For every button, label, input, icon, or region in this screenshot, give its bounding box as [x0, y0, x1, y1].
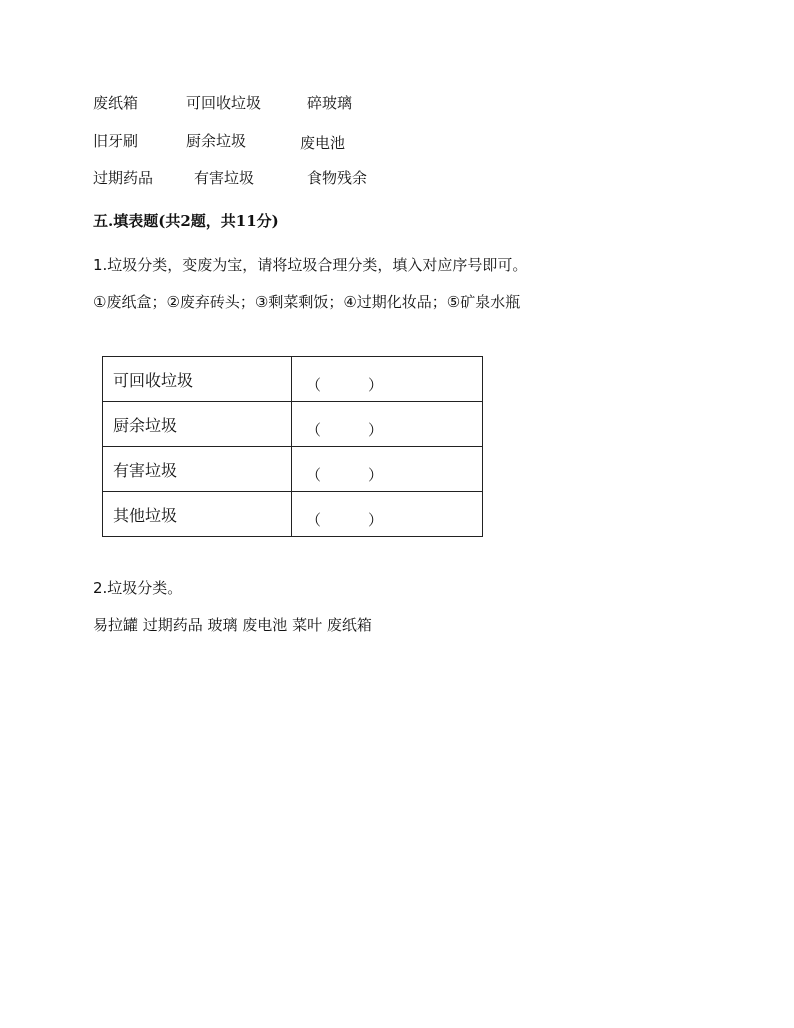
word-item: 碎玻璃 [307, 94, 353, 112]
close-paren: ） [368, 466, 384, 484]
question-2-prompt: 2.垃圾分类。 [93, 579, 183, 597]
answer-blank[interactable] [292, 492, 483, 537]
close-paren: ） [368, 511, 384, 529]
question-2-items: 易拉罐 过期药品 玻璃 废电池 菜叶 废纸箱 [93, 616, 372, 634]
word-item: 食物残余 [307, 169, 368, 187]
sort-table [102, 356, 483, 537]
category-cell: 可回收垃圾 [103, 357, 292, 402]
word-item: 旧牙刷 [93, 132, 139, 150]
category-cell: 厨余垃圾 [103, 402, 292, 447]
open-paren: （ [306, 376, 322, 394]
close-paren: ） [368, 421, 384, 439]
table-row [103, 357, 483, 402]
table-row [103, 492, 483, 537]
category-cell: 有害垃圾 [103, 447, 292, 492]
word-item: 可回收垃圾 [186, 94, 262, 112]
word-item: 过期药品 [93, 169, 154, 187]
question-1-prompt: 1.垃圾分类，变废为宝，请将垃圾合理分类，填入对应序号即可。 [93, 256, 528, 274]
answer-blank[interactable] [292, 402, 483, 447]
table-row [103, 402, 483, 447]
word-item: 废纸箱 [93, 94, 139, 112]
answer-blank[interactable] [292, 357, 483, 402]
close-paren: ） [368, 376, 384, 394]
word-item: 厨余垃圾 [186, 132, 247, 150]
word-item: 有害垃圾 [194, 169, 255, 187]
open-paren: （ [306, 421, 322, 439]
open-paren: （ [306, 466, 322, 484]
word-row-1 [0, 92, 794, 114]
question-1-items: ①废纸盒；②废弃砖头；③剩菜剩饭；④过期化妆品；⑤矿泉水瓶 [93, 293, 521, 311]
table-row [103, 447, 483, 492]
word-row-3 [0, 167, 794, 189]
open-paren: （ [306, 511, 322, 529]
answer-blank[interactable] [292, 447, 483, 492]
word-item: 废电池 [300, 134, 346, 152]
section-title: 五.填表题(共2题，共11分) [93, 212, 279, 230]
category-cell: 其他垃圾 [103, 492, 292, 537]
word-row-2 [0, 130, 794, 152]
